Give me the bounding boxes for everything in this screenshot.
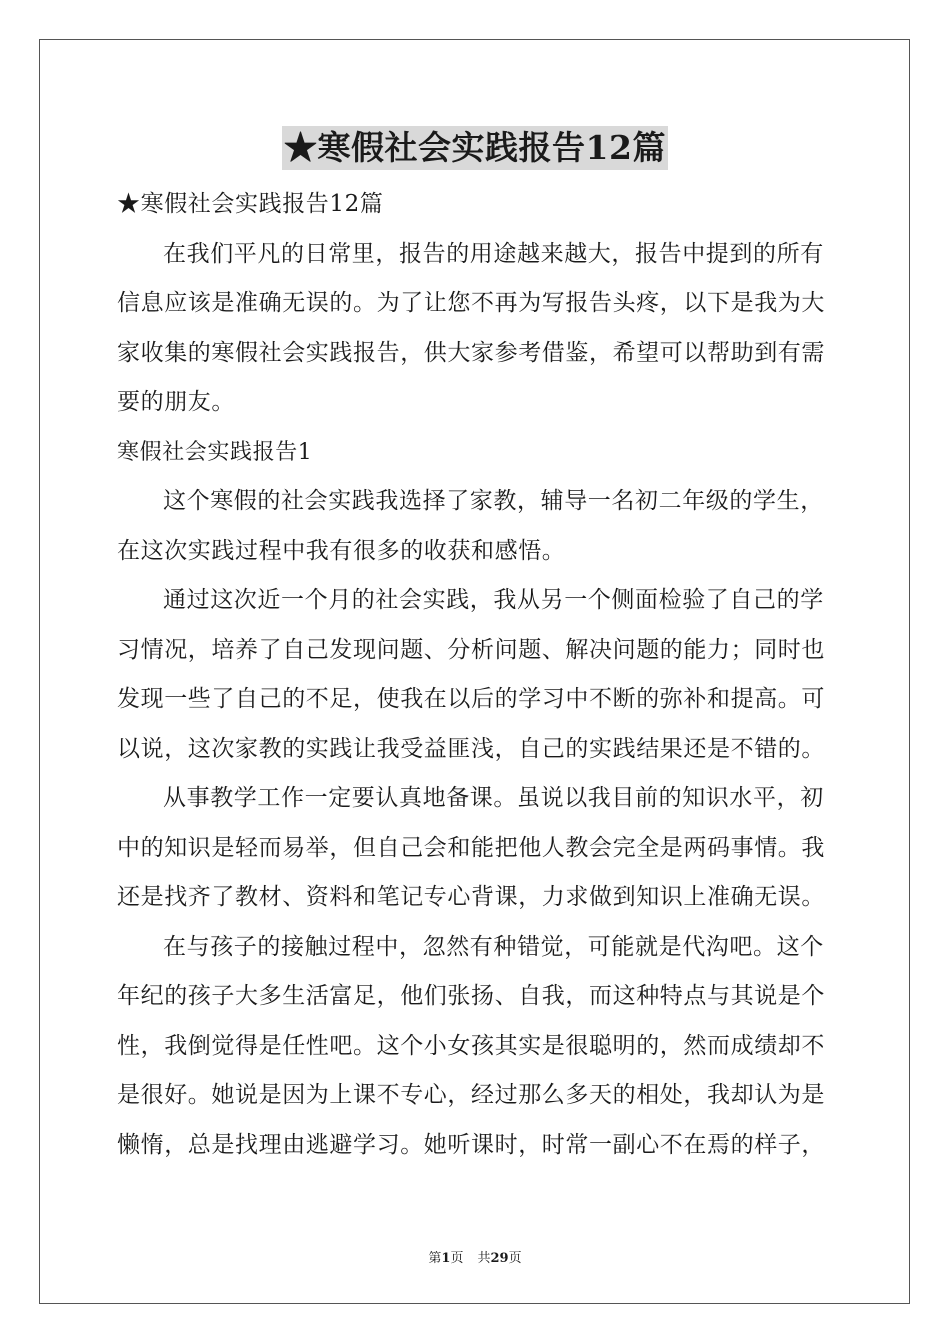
total-suffix: 页 [508, 1251, 522, 1266]
intro-line: 在我们平凡的日常里，报告的用途越来越大，报告中提到的所有 [163, 240, 824, 267]
intro-line: 家收集的寒假社会实践报告，供大家参考借鉴，希望可以帮助到有需 [117, 339, 825, 366]
paragraph-line: 发现一些了自己的不足，使我在以后的学习中不断的弥补和提高。可 [117, 686, 825, 712]
paragraph-line: 通过这次近一个月的社会实践，我从另一个侧面检验了自己的学 [163, 587, 824, 613]
paragraph-line: 是很好。她说是因为上课不专心，经过那么多天的相处，我却认为是 [117, 1082, 825, 1108]
paragraph-line: 习情况，培养了自己发现问题、分析问题、解决问题的能力；同时也 [117, 636, 825, 663]
paragraph-line: 以说，这次家教的实践让我受益匪浅，自己的实践结果还是不错的。 [117, 735, 825, 762]
document-title: ★寒假社会实践报告12篇 [282, 126, 668, 170]
section-heading: 寒假社会实践报告1 [117, 439, 313, 465]
page-prefix: 第 [428, 1251, 442, 1266]
intro-line: 信息应该是准确无误的。为了让您不再为写报告头疼，以下是我为大 [117, 290, 825, 316]
title-container [0, 126, 950, 170]
document-body [117, 180, 837, 1170]
intro-line: 要的朋友。 [117, 389, 235, 415]
paragraph-line: 中的知识是轻而易举，但自己会和能把他人教会完全是两码事情。我 [117, 834, 825, 861]
page-suffix: 页 [450, 1251, 464, 1266]
page-footer [0, 1250, 950, 1268]
paragraph-line: 这个寒假的社会实践我选择了家教，辅导一名初二年级的学生， [163, 488, 824, 514]
total-pages: 29 [490, 1251, 509, 1266]
paragraph-line: 懒惰，总是找理由逃避学习。她听课时，时常一副心不在焉的样子， [117, 1131, 825, 1158]
paragraph-line: 从事教学工作一定要认真地备课。虽说以我目前的知识水平，初 [163, 785, 824, 811]
page-number: 1 [441, 1251, 451, 1266]
paragraph-line: 在这次实践过程中我有很多的收获和感悟。 [117, 537, 566, 564]
total-prefix: 共 [477, 1251, 491, 1266]
document-subtitle: ★寒假社会实践报告12篇 [117, 191, 384, 217]
paragraph-line: 性，我倒觉得是任性吧。这个小女孩其实是很聪明的，然而成绩却不 [117, 1032, 825, 1059]
paragraph-line: 还是找齐了教材、资料和笔记专心背课，力求做到知识上准确无误。 [117, 884, 825, 910]
paragraph-line: 年纪的孩子大多生活富足，他们张扬、自我，而这种特点与其说是个 [117, 983, 825, 1009]
paragraph-line: 在与孩子的接触过程中，忽然有种错觉，可能就是代沟吧。这个 [163, 933, 824, 960]
